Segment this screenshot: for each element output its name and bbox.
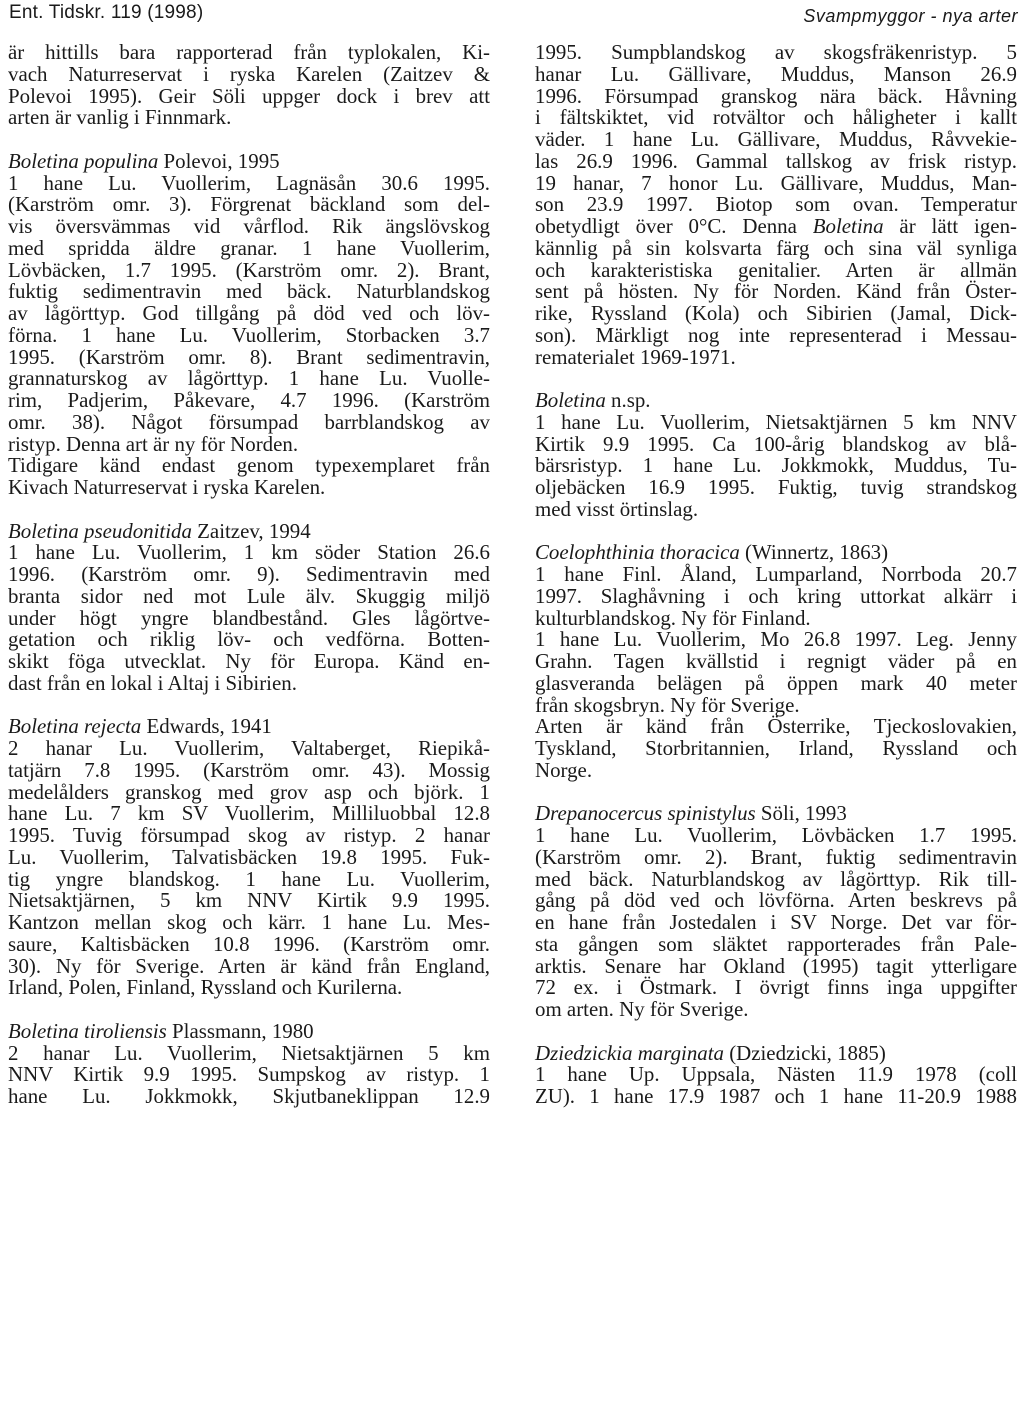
text-line: getation och riklig löv- och vedförna. Botten- <box>8 627 490 652</box>
species-authority: Edwards, 1941 <box>141 714 272 739</box>
text-line: 1 hane Lu. Vuollerim, Lagnäsån 30.6 1995. <box>8 170 490 195</box>
text-line: sta gången som släktet rapporterades från Pale- <box>535 931 1017 956</box>
species-name: Coelophthinia thoracica <box>535 540 740 565</box>
text-line: arten är vanlig i Finnmark. <box>8 105 232 130</box>
text-line: las 26.9 1996. Gammal tallskog av frisk ristyp. <box>535 148 1017 173</box>
text-line: från skogsbryn. Ny för Sverige. <box>535 692 800 717</box>
text-line: förna. 1 hane Lu. Vuollerim, Storbacken 3.7 <box>8 322 490 347</box>
text-line-with-species-name <box>535 803 1017 825</box>
text-line: kännlig på sin kolsvarta färg och sina väl synliga <box>535 235 1017 260</box>
text-line-with-species-name <box>535 542 1017 564</box>
species-authority: Plassmann, 1980 <box>166 1018 314 1043</box>
text-line: sent på hösten. Ny för Norden. Känd från Öster- <box>535 279 1017 304</box>
species-authority: (Dziedzicki, 1885) <box>723 1040 886 1065</box>
text-line: med bäck. Naturblandskog av lågörttyp. Rik till- <box>535 866 1017 891</box>
species-name: Boletina pseudonitida <box>8 518 192 543</box>
right-text-column <box>535 42 1017 1108</box>
species-name: Boletina <box>535 388 606 412</box>
species-name: Drepanocercus spinistylus <box>535 801 756 826</box>
species-name: Boletina tiroliensis <box>8 1018 167 1043</box>
species-authority: Söli, 1993 <box>755 801 847 826</box>
text-line: 1995. Tuvig försumpad skog av ristyp. 2 hanar <box>8 823 490 847</box>
species-authority: (Winnertz, 1863) <box>739 540 889 565</box>
text-line-with-species-name <box>8 148 490 173</box>
line-text: obetydligt över 0°C. Denna <box>535 214 813 238</box>
text-line: kulturblandskog. Ny för Finland. <box>535 605 811 630</box>
text-line: 1996. (Karström omr. 9). Sedimentravin med <box>8 562 490 586</box>
paragraph-gap <box>535 1021 1017 1043</box>
text-line: Lu. Vuollerim, Talvatisbäcken 19.8 1995. Fuk- <box>8 844 490 869</box>
species-authority: n.sp. <box>605 388 651 412</box>
text-line: (Karström omr. 2). Brant, fuktig sedimentravin <box>535 844 1017 869</box>
text-line: 2 hanar Lu. Vuollerim, Valtaberget, Riepikå- <box>8 736 490 760</box>
text-line: ristyp. Denna art är ny för Norden. <box>8 431 299 456</box>
text-line: 1995. Sumpblandskog av skogsfräkenristyp. 5 <box>535 40 1017 64</box>
species-name: Dziedzickia marginata <box>535 1040 724 1065</box>
text-line: väder. 1 hane Lu. Gällivare, Muddus, Råvvekie- <box>535 127 1017 151</box>
text-line: fuktig sedimentravin med bäck. Naturblandskog <box>8 279 490 304</box>
paragraph-gap <box>535 782 1017 804</box>
text-line: dast från en lokal i Altaj i Sibirien. <box>8 670 297 695</box>
text-line-with-species-name <box>8 716 490 738</box>
text-line: tatjärn 7.8 1995. (Karström omr. 43). Mossig <box>8 757 490 782</box>
paragraph-gap <box>535 521 1017 543</box>
journal-reference: Ent. Tidskr. 119 (1998) <box>9 2 204 23</box>
text-line: Arten är känd från Österrike, Tjeckoslovakien, <box>535 714 1017 739</box>
paragraph-gap <box>8 499 490 521</box>
text-line: Kantzon mellan skog och kärr. 1 hane Lu. Mes- <box>8 910 490 934</box>
text-line: vis översvämmas vid vårflod. Rik ängslövskog <box>8 214 490 238</box>
text-line: bärsristyp. 1 hane Lu. Jokkmokk, Muddus, Tu- <box>535 453 1017 478</box>
text-line-with-species-name <box>8 1018 490 1043</box>
text-line: rematerialet 1969-1971. <box>535 344 736 369</box>
text-line: om arten. Ny för Sverige. <box>535 997 749 1021</box>
text-line: 1997. Slaghåvning i och kring uttorkat alkärr i <box>535 583 1017 608</box>
text-line: 72 ex. i Östmark. I övrigt finns inga uppgifter <box>535 975 1017 1000</box>
text-line: av lågörttyp. God tillgång på död ved och löv- <box>8 301 490 325</box>
text-line: 30). Ny för Sverige. Arten är känd från England, <box>8 953 490 978</box>
text-line: Tyskland, Storbritannien, Irland, Ryssland och <box>535 736 1017 760</box>
text-line-with-species-name <box>535 390 1017 412</box>
text-line: hane Lu. Jokkmokk, Skjutbaneklippan 12.9 <box>8 1084 490 1108</box>
text-line: en hane från Jostedalen i SV Norge. Det var för- <box>535 910 1017 934</box>
paragraph-gap <box>8 999 490 1021</box>
text-line: 1 hane Lu. Vuollerim, Mo 26.8 1997. Leg. Jenny <box>535 627 1017 652</box>
text-line: saure, Kaltisbäcken 10.8 1996. (Karström omr. <box>8 931 490 956</box>
text-line: medelålders granskog med grov asp och björk. 1 <box>8 779 490 804</box>
text-line: rike, Ryssland (Kola) och Sibirien (Jamal, Dick- <box>535 301 1017 325</box>
paragraph-gap <box>8 129 490 151</box>
text-line: i fältskiktet, vid rotvältor och håligheter i kallt <box>535 105 1017 130</box>
text-line: 1 hane Lu. Vuollerim, Lövbäcken 1.7 1995. <box>535 823 1017 847</box>
text-line: 2 hanar Lu. Vuollerim, Nietsaktjärnen 5 km <box>8 1040 490 1065</box>
text-line: Polevoi 1995). Geir Söli uppger dock i brev att <box>8 83 490 108</box>
text-line: rim, Padjerim, Påkevare, 4.7 1996. (Karström <box>8 388 490 412</box>
text-line: är hittills bara rapporterad från typlokalen, Ki- <box>8 40 490 64</box>
text-line-with-species-name <box>8 518 490 543</box>
text-line: NNV Kirtik 9.9 1995. Sumpskog av ristyp. 1 <box>8 1062 490 1087</box>
text-line: skikt föga utvecklat. Ny för Europa. Känd en- <box>8 649 490 673</box>
text-line: Norge. <box>535 757 593 782</box>
text-line: Nietsaktjärnen, 5 km NNV Kirtik 9.9 1995. <box>8 888 490 913</box>
paragraph-gap <box>535 368 1017 390</box>
line-text: är lätt igen- <box>883 214 1017 238</box>
text-line: branta sidor ned mot Lule älv. Skuggig miljö <box>8 583 490 608</box>
text-line: arktis. Senare har Okland (1995) tagit ytterligare <box>535 953 1017 978</box>
text-line: grannaturskog av lågörttyp. 1 hane Lu. Vuolle- <box>8 366 490 391</box>
text-line: 1 hane Finl. Åland, Lumparland, Norrboda 20.7 <box>535 562 1017 586</box>
paragraph-gap <box>8 695 490 717</box>
text-line: Irland, Polen, Finland, Ryssland och Kurilerna. <box>8 975 403 1000</box>
text-line-with-species-name <box>535 216 1017 238</box>
text-line: med spridda äldre granar. 1 hane Vuollerim, <box>8 235 490 260</box>
text-line: 1 hane Up. Uppsala, Nästen 11.9 1978 (coll <box>535 1062 1017 1087</box>
text-line: glasveranda belägen på öppen mark 40 meter <box>535 670 1017 695</box>
text-line: 1 hane Lu. Vuollerim, Nietsaktjärnen 5 km NNV <box>535 409 1017 434</box>
left-text-column <box>8 42 490 1108</box>
text-line: 19 hanar, 7 honor Lu. Gällivare, Muddus, Man- <box>535 170 1017 195</box>
text-line: Kirtik 9.9 1995. Ca 100-årig blandskog av blå- <box>535 431 1017 456</box>
text-line: omr. 38). Något försumpad barrblandskog av <box>8 409 490 434</box>
text-line: 1996. Försumpad granskog nära bäck. Håvning <box>535 83 1017 108</box>
species-name: Boletina populina <box>8 148 159 173</box>
text-line: Lövbäcken, 1.7 1995. (Karström omr. 2). Brant, <box>8 257 490 282</box>
text-line: 1 hane Lu. Vuollerim, 1 km söder Station 26.6 <box>8 540 490 565</box>
text-line: med visst örtinslag. <box>535 496 699 521</box>
text-line: gång på död ved och lövförna. Arten beskrevs på <box>535 888 1017 913</box>
text-line: Grahn. Tagen kvällstid i regnigt väder på en <box>535 649 1017 673</box>
text-line: under högt yngre blandbestånd. Gles lågörtve- <box>8 605 490 630</box>
text-line: och karakteristiska genitalier. Arten är allmän <box>535 257 1017 282</box>
text-line: son). Märkligt nog inte representerad i Messau- <box>535 322 1017 347</box>
text-line: hanar Lu. Gällivare, Muddus, Manson 26.9 <box>535 61 1017 86</box>
text-line: Tidigare känd endast genom typexemplaret från <box>8 453 490 478</box>
text-line: oljebäcken 16.9 1995. Fuktig, tuvig strandskog <box>535 475 1017 499</box>
text-line: 1995. (Karström omr. 8). Brant sedimentravin, <box>8 344 490 369</box>
text-line: (Karström omr. 3). Förgrenat bäckland som del- <box>8 192 490 217</box>
species-authority: Zaitzev, 1994 <box>191 518 311 543</box>
text-line: tig yngre blandskog. 1 hane Lu. Vuollerim, <box>8 866 490 891</box>
species-name: Boletina rejecta <box>8 714 142 739</box>
text-line-with-species-name <box>535 1040 1017 1065</box>
text-line: Kivach Naturreservat i ryska Karelen. <box>8 475 326 499</box>
text-line: hane Lu. 7 km SV Vuollerim, Milliluobbal 12.8 <box>8 801 490 826</box>
species-authority: Polevoi, 1995 <box>158 148 280 173</box>
running-title: Svampmyggor - nya arter <box>803 6 1018 26</box>
text-line: son 23.9 1997. Biotop som ovan. Temperatur <box>535 192 1017 217</box>
text-line: ZU). 1 hane 17.9 1987 och 1 hane 11-20.9 1988 <box>535 1084 1017 1108</box>
genus-name: Boletina <box>812 214 884 238</box>
text-line: vach Naturreservat i ryska Karelen (Zaitzev & <box>8 61 490 86</box>
